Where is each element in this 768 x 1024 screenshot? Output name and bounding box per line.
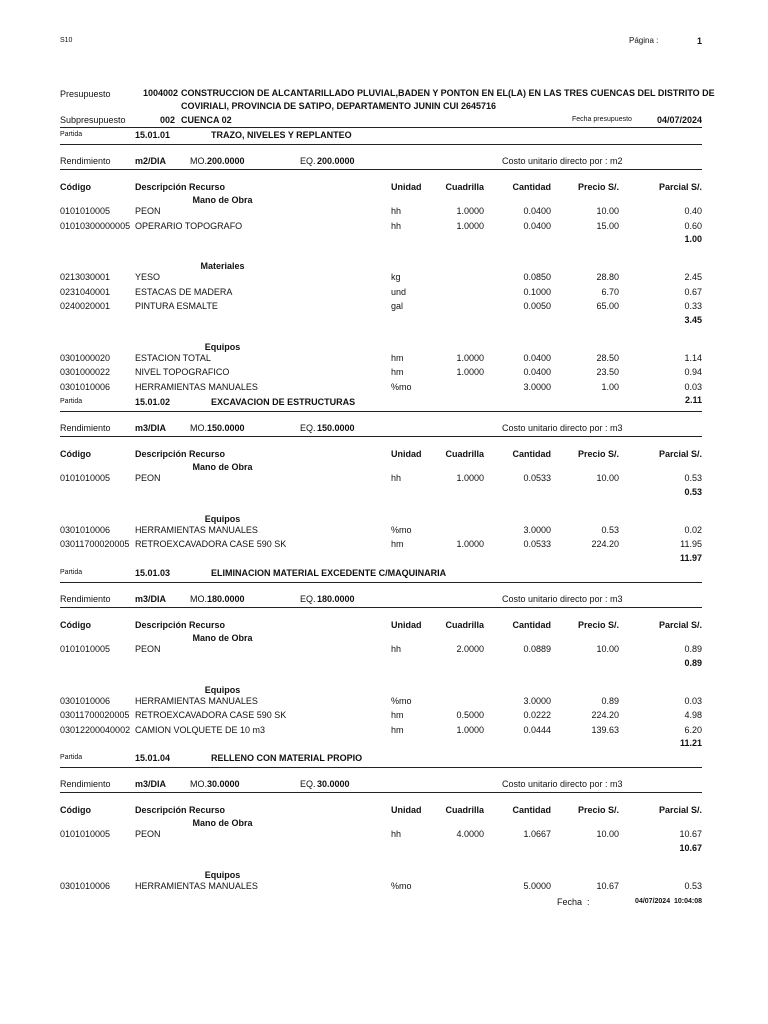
col-header-unidad: Unidad (391, 449, 422, 459)
resource-cantidad: 0.1000 (523, 286, 551, 297)
resource-code: 0301010006 (60, 880, 111, 891)
col-header-precio: Precio S/. (577, 620, 619, 630)
col-header-descripcion: Descripción Recurso (135, 805, 226, 815)
resource-unit: %mo (391, 524, 412, 535)
group-title: Equipos (204, 684, 241, 695)
col-header-unidad: Unidad (391, 805, 422, 815)
eq-label: EQ. (300, 156, 316, 166)
resource-code: 0101010005 (60, 829, 111, 839)
resource-cantidad: 0.0444 (523, 724, 551, 735)
group-subtotal: 2.11 (684, 395, 702, 405)
group-title: Mano de Obra (192, 633, 253, 643)
resource-parcial: 0.03 (684, 381, 702, 392)
resource-parcial: 0.03 (684, 695, 702, 706)
resource-precio: 224.20 (591, 539, 619, 549)
col-header-parcial: Parcial S/. (658, 620, 702, 630)
partida-code: 15.01.04 (135, 753, 171, 763)
resource-precio: 1.00 (601, 381, 619, 392)
resource-cuadrilla: 4.0000 (456, 829, 484, 839)
col-header-descripcion: Descripción Recurso (135, 449, 226, 459)
header-divider (60, 127, 702, 128)
resource-description: OPERARIO TOPOGRAFO (135, 220, 243, 231)
group-title: Equipos (204, 341, 241, 352)
col-header-unidad: Unidad (391, 620, 422, 630)
resource-code: 0301000020 (60, 352, 111, 363)
resource-cuadrilla: 1.0000 (456, 206, 484, 216)
resource-code: 0301010006 (60, 695, 111, 706)
resource-cantidad: 0.0400 (523, 352, 551, 363)
resource-parcial: 0.53 (684, 880, 702, 891)
resource-parcial: 0.33 (684, 301, 702, 311)
col-header-parcial: Parcial S/. (658, 449, 702, 459)
eq-value: 150.0000 (317, 423, 355, 433)
eq-label: EQ. (300, 779, 316, 789)
resource-parcial: 2.45 (684, 272, 702, 282)
resource-description: HERRAMIENTAS MANUALES (135, 524, 258, 535)
resource-cantidad: 3.0000 (523, 524, 551, 535)
resource-description: PEON (135, 829, 161, 839)
resource-cantidad: 3.0000 (523, 695, 551, 706)
col-header-codigo: Código (60, 620, 91, 630)
resource-code: 0213030001 (60, 272, 111, 282)
col-header-unidad: Unidad (391, 182, 422, 192)
subpresupuesto-name: CUENCA 02 (181, 115, 232, 125)
page-number: 1 (696, 36, 702, 46)
resource-precio: 23.50 (596, 367, 619, 377)
resource-cantidad: 0.0050 (523, 301, 551, 311)
rendimiento-label: Rendimiento (60, 594, 111, 604)
costo-unitario-label: Costo unitario directo por : m2 (502, 156, 623, 166)
resource-cantidad: 0.0222 (523, 710, 551, 720)
presupuesto-description-line2: COVIRIALI, PROVINCIA DE SATIPO, DEPARTAMENTO JUNIN CUI 2645716 (181, 101, 497, 111)
resource-description: CAMION VOLQUETE DE 10 m3 (135, 724, 266, 735)
resource-cantidad: 0.0533 (523, 473, 551, 483)
rendimiento-label: Rendimiento (60, 156, 111, 166)
resource-parcial: 10.67 (679, 829, 702, 839)
subpresupuesto-code: 002 (160, 115, 176, 125)
partida-name: TRAZO, NIVELES Y REPLANTEO (211, 130, 352, 140)
resource-code: 0301000022 (60, 367, 111, 377)
resource-unit: %mo (391, 880, 412, 891)
resource-precio: 28.50 (596, 352, 619, 363)
resource-unit: hh (391, 473, 402, 483)
resource-unit: hh (391, 206, 402, 216)
resource-parcial: 0.94 (684, 367, 702, 377)
resource-code: 0301010006 (60, 524, 111, 535)
resource-cantidad: 3.0000 (523, 381, 551, 392)
subpresupuesto-label: Subpresupuesto (60, 115, 126, 125)
partida-label: Partida (60, 131, 83, 138)
resource-description: RETROEXCAVADORA CASE 590 SK (135, 539, 287, 549)
resource-unit: hm (391, 710, 404, 720)
col-header-precio: Precio S/. (577, 805, 619, 815)
footer-colon: : (587, 897, 590, 907)
col-header-cuadrilla: Cuadrilla (445, 449, 484, 459)
resource-code: 03012200040002 (60, 724, 131, 735)
resource-cantidad: 0.0400 (523, 367, 551, 377)
rendimiento-unit: m3/DIA (135, 594, 167, 604)
resource-cantidad: 0.0533 (523, 539, 551, 549)
resource-unit: %mo (391, 381, 412, 392)
eq-value: 30.0000 (317, 779, 350, 789)
presupuesto-description-line1: CONSTRUCCION DE ALCANTARILLADO PLUVIAL,BADEN Y PONTON EN EL(LA) EN LAS TRES CUENCAS DEL DISTRITO DE (181, 88, 715, 98)
resource-cantidad: 0.0400 (523, 206, 551, 216)
page-label: Página : (629, 36, 659, 45)
col-header-descripcion: Descripción Recurso (135, 182, 226, 192)
resource-code: 01010300000005 (60, 220, 131, 231)
resource-cuadrilla: 2.0000 (456, 644, 484, 654)
eq-value: 180.0000 (317, 594, 355, 604)
mo-value: 30.0000 (207, 779, 240, 789)
report-code: S10 (60, 37, 73, 44)
rendimiento-label: Rendimiento (60, 423, 111, 433)
col-header-codigo: Código (60, 805, 91, 815)
partida-label: Partida (60, 754, 83, 761)
col-header-cuadrilla: Cuadrilla (445, 620, 484, 630)
resource-unit: hm (391, 352, 404, 363)
mo-value: 180.0000 (207, 594, 245, 604)
group-title: Equipos (204, 513, 241, 524)
resource-code: 0301010006 (60, 381, 111, 392)
group-title: Mano de Obra (192, 195, 253, 205)
mo-label: MO. (190, 594, 207, 604)
partida-code: 15.01.02 (135, 397, 171, 407)
resource-code: 03011700020005 (60, 710, 130, 720)
partida-divider (60, 767, 702, 768)
resource-precio: 139.63 (591, 724, 619, 735)
resource-description: NIVEL TOPOGRAFICO (135, 367, 230, 377)
group-subtotal: 3.45 (684, 314, 702, 325)
col-header-descripcion: Descripción Recurso (135, 620, 226, 630)
rendimiento-divider (60, 169, 702, 170)
group-title: Materiales (200, 261, 245, 271)
resource-parcial: 0.67 (684, 286, 702, 297)
resource-cantidad: 1.0667 (523, 829, 551, 839)
group-subtotal: 11.21 (679, 738, 702, 748)
resource-cuadrilla: 1.0000 (456, 367, 484, 377)
resource-code: 0101010005 (60, 644, 111, 654)
resource-description: YESO (135, 272, 161, 282)
mo-label: MO. (190, 779, 207, 789)
resource-cantidad: 0.0400 (523, 220, 551, 231)
resource-unit: hh (391, 644, 402, 654)
fecha-presupuesto: 04/07/2024 (656, 115, 702, 125)
resource-precio: 10.00 (596, 473, 619, 483)
resource-precio: 15.00 (596, 220, 619, 231)
rendimiento-label: Rendimiento (60, 779, 111, 789)
resource-parcial: 0.60 (684, 220, 702, 231)
rendimiento-divider (60, 792, 702, 793)
mo-value: 200.0000 (207, 156, 245, 166)
group-title: Mano de Obra (192, 818, 253, 828)
resource-parcial: 0.02 (684, 524, 702, 535)
col-header-cantidad: Cantidad (512, 805, 551, 815)
mo-label: MO. (190, 423, 207, 433)
resource-parcial: 4.98 (684, 710, 702, 720)
resource-cuadrilla: 1.0000 (456, 539, 484, 549)
resource-parcial: 0.53 (684, 473, 702, 483)
resource-description: ESTACAS DE MADERA (135, 286, 233, 297)
resource-cuadrilla: 1.0000 (456, 352, 484, 363)
resource-unit: hh (391, 220, 402, 231)
resource-precio: 224.20 (591, 710, 619, 720)
col-header-precio: Precio S/. (577, 449, 619, 459)
resource-description: HERRAMIENTAS MANUALES (135, 695, 258, 706)
group-subtotal: 10.67 (679, 842, 702, 853)
eq-label: EQ. (300, 423, 316, 433)
rendimiento-unit: m3/DIA (135, 779, 167, 789)
group-subtotal: 0.53 (684, 486, 702, 497)
resource-code: 03011700020005 (60, 539, 130, 549)
resource-parcial: 6.20 (684, 724, 702, 735)
resource-precio: 10.67 (596, 880, 619, 891)
col-header-cuadrilla: Cuadrilla (445, 182, 484, 192)
mo-label: MO. (190, 156, 207, 166)
costo-unitario-label: Costo unitario directo por : m3 (502, 423, 623, 433)
resource-cuadrilla: 1.0000 (456, 724, 484, 735)
footer-fecha-label: Fecha (557, 897, 583, 907)
group-title: Mano de Obra (192, 462, 253, 472)
partida-divider (60, 411, 702, 412)
costo-unitario-label: Costo unitario directo por : m3 (502, 779, 623, 789)
resource-precio: 6.70 (601, 286, 619, 297)
resource-description: HERRAMIENTAS MANUALES (135, 381, 258, 392)
resource-precio: 10.00 (596, 829, 619, 839)
col-header-cantidad: Cantidad (512, 620, 551, 630)
resource-description: PINTURA ESMALTE (135, 301, 218, 311)
resource-unit: hh (391, 829, 402, 839)
rendimiento-divider (60, 607, 702, 608)
col-header-precio: Precio S/. (577, 182, 619, 192)
fecha-presupuesto-label: Fecha presupuesto (572, 116, 632, 123)
resource-precio: 65.00 (596, 301, 619, 311)
resource-description: ESTACION TOTAL (135, 352, 211, 363)
presupuesto-code: 1004002 (143, 88, 179, 98)
partida-code: 15.01.01 (135, 130, 171, 140)
partida-name: ELIMINACION MATERIAL EXCEDENTE C/MAQUINARIA (211, 568, 447, 578)
resource-parcial: 0.89 (684, 644, 702, 654)
resource-unit: kg (391, 272, 401, 282)
resource-parcial: 11.95 (680, 539, 702, 549)
resource-unit: und (391, 286, 407, 297)
partida-label: Partida (60, 569, 83, 576)
resource-code: 0101010005 (60, 473, 111, 483)
col-header-codigo: Código (60, 182, 91, 192)
resource-precio: 10.00 (596, 206, 619, 216)
resource-parcial: 0.40 (684, 206, 702, 216)
rendimiento-unit: m2/DIA (135, 156, 167, 166)
resource-precio: 0.89 (601, 695, 619, 706)
partida-code: 15.01.03 (135, 568, 171, 578)
footer-fecha-value: 04/07/2024 10:04:08 (635, 898, 702, 905)
resource-unit: %mo (391, 695, 412, 706)
resource-cuadrilla: 1.0000 (456, 220, 484, 231)
resource-description: RETROEXCAVADORA CASE 590 SK (135, 710, 287, 720)
resource-cuadrilla: 0.5000 (456, 710, 484, 720)
partida-name: EXCAVACION DE ESTRUCTURAS (211, 397, 356, 407)
resource-description: HERRAMIENTAS MANUALES (135, 880, 258, 891)
col-header-cuadrilla: Cuadrilla (445, 805, 484, 815)
resource-unit: hm (391, 367, 404, 377)
resource-precio: 10.00 (596, 644, 619, 654)
presupuesto-label: Presupuesto (60, 89, 111, 99)
group-subtotal: 0.89 (684, 657, 702, 668)
col-header-parcial: Parcial S/. (658, 805, 702, 815)
resource-unit: hm (391, 724, 404, 735)
resource-precio: 28.80 (596, 272, 619, 282)
group-subtotal: 11.97 (679, 552, 702, 563)
col-header-cantidad: Cantidad (512, 182, 551, 192)
costo-unitario-label: Costo unitario directo por : m3 (502, 594, 623, 604)
resource-description: PEON (135, 473, 161, 483)
partida-divider (60, 144, 702, 145)
eq-value: 200.0000 (317, 156, 355, 166)
group-title: Equipos (204, 869, 241, 880)
resource-code: 0231040001 (60, 286, 111, 297)
col-header-codigo: Código (60, 449, 91, 459)
rendimiento-divider (60, 436, 702, 437)
col-header-cantidad: Cantidad (512, 449, 551, 459)
col-header-parcial: Parcial S/. (658, 182, 702, 192)
resource-cantidad: 5.0000 (523, 880, 551, 891)
resource-precio: 0.53 (601, 524, 619, 535)
resource-parcial: 1.14 (684, 352, 702, 363)
rendimiento-unit: m3/DIA (135, 423, 167, 433)
resource-cuadrilla: 1.0000 (456, 473, 484, 483)
resource-description: PEON (135, 206, 161, 216)
mo-value: 150.0000 (207, 423, 245, 433)
resource-cantidad: 0.0889 (523, 644, 551, 654)
resource-code: 0240020001 (60, 301, 111, 311)
resource-code: 0101010005 (60, 206, 111, 216)
partida-divider (60, 582, 702, 583)
partida-name: RELLENO CON MATERIAL PROPIO (211, 753, 363, 763)
resource-unit: hm (391, 539, 404, 549)
resource-unit: gal (391, 301, 404, 311)
resource-description: PEON (135, 644, 161, 654)
partida-label: Partida (60, 398, 83, 405)
group-subtotal: 1.00 (684, 234, 702, 244)
eq-label: EQ. (300, 594, 316, 604)
resource-cantidad: 0.0850 (523, 272, 551, 282)
